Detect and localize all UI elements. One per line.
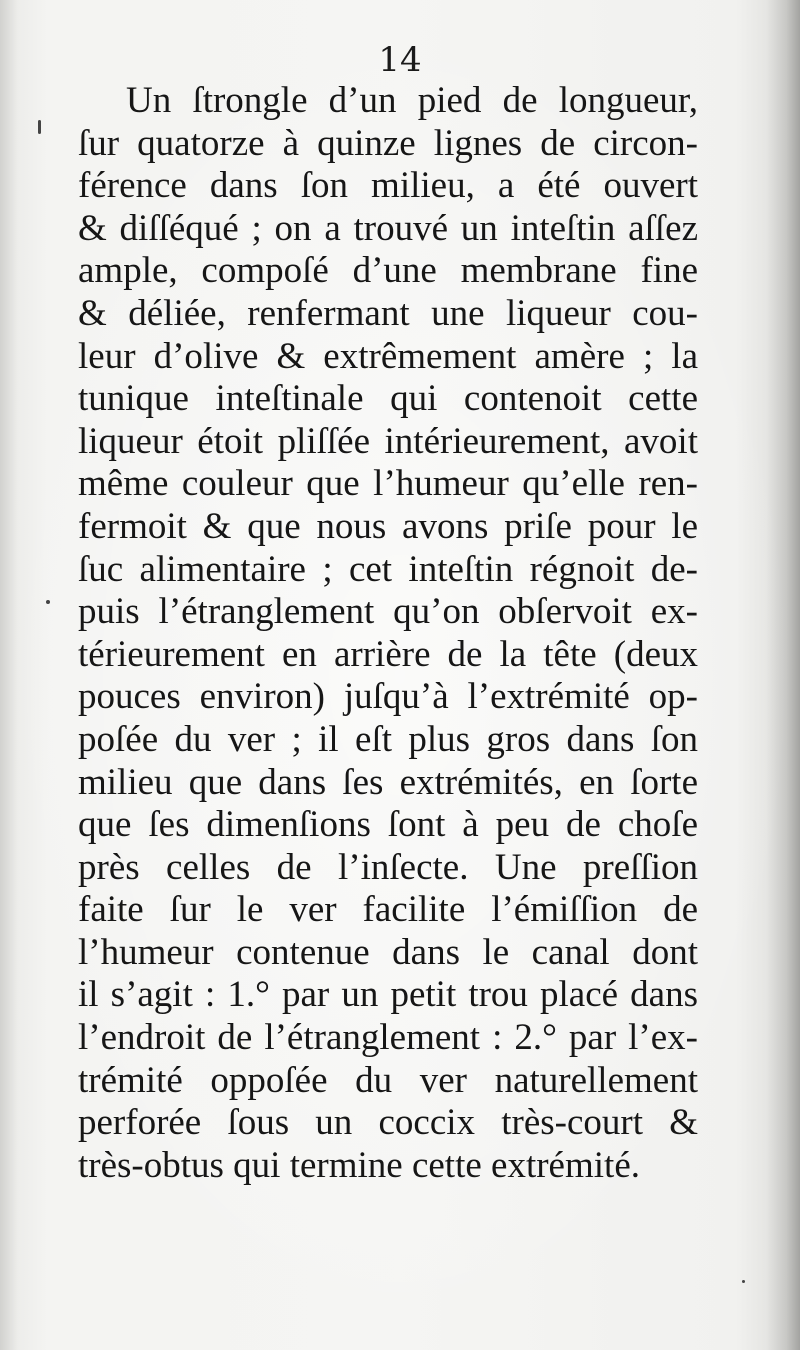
text-line: que ſes dimenſions ſont à peu de choſe	[78, 804, 698, 846]
text-line: ample, compoſé d’une membrane fine	[78, 250, 698, 292]
text-line: l’humeur contenue dans le canal dont	[78, 931, 698, 973]
text-line: tunique inteſtinale qui contenoit cette	[78, 378, 698, 420]
text-line: ſur quatorze à quinze lignes de circon-	[78, 122, 698, 164]
text-line: perforée ſous un coccix très-court &	[78, 1102, 698, 1144]
text-line: poſée du ver ; il eſt plus gros dans ſon	[78, 718, 698, 760]
text-line: l’endroit de l’étranglement : 2.° par l’ex-	[78, 1017, 698, 1059]
text-line: Un ſtrongle d’un pied de longueur,	[126, 80, 698, 121]
text-line: même couleur que l’humeur qu’elle ren-	[78, 463, 698, 505]
paper-speck	[38, 120, 41, 134]
paper-speck	[46, 600, 50, 604]
text-line: pouces environ) juſqu’à l’extrémité op-	[78, 676, 698, 718]
text-line: leur d’olive & extrêmement amère ; la	[78, 335, 698, 377]
text-line: trémité oppoſée du ver naturellement	[78, 1059, 698, 1101]
text-line: térieurement en arrière de la tête (deux	[78, 633, 698, 675]
text-line: puis l’étranglement qu’on obſervoit ex-	[78, 591, 698, 633]
paper-speck	[742, 1280, 745, 1283]
text-line: férence dans ſon milieu, a été ouvert	[78, 165, 698, 207]
text-line: près celles de l’inſecte. Une preſſion	[78, 846, 698, 888]
gutter-shadow	[0, 0, 18, 1350]
text-line: fermoit & que nous avons priſe pour le	[78, 505, 698, 547]
page-number: 14	[378, 40, 422, 80]
text-line: milieu que dans ſes extrémités, en ſorte	[78, 761, 698, 803]
text-line: & déliée, renfermant une liqueur cou-	[78, 292, 698, 334]
text-line: ſuc alimentaire ; cet inteſtin régnoit de-	[78, 548, 698, 590]
body-paragraph	[78, 80, 698, 1187]
text-line: très-obtus qui termine cette extrémité.	[78, 1144, 640, 1186]
text-line: & diſſéqué ; on a trouvé un inteſtin aſſez	[78, 207, 698, 249]
text-line: il s’agit : 1.° par un petit trou placé dans	[78, 974, 698, 1016]
text-line: liqueur étoit pliſſée intérieurement, avoit	[78, 420, 698, 462]
page-edge-shadow	[766, 0, 800, 1350]
text-line: faite ſur le ver facilite l’émiſſion de	[78, 889, 698, 931]
